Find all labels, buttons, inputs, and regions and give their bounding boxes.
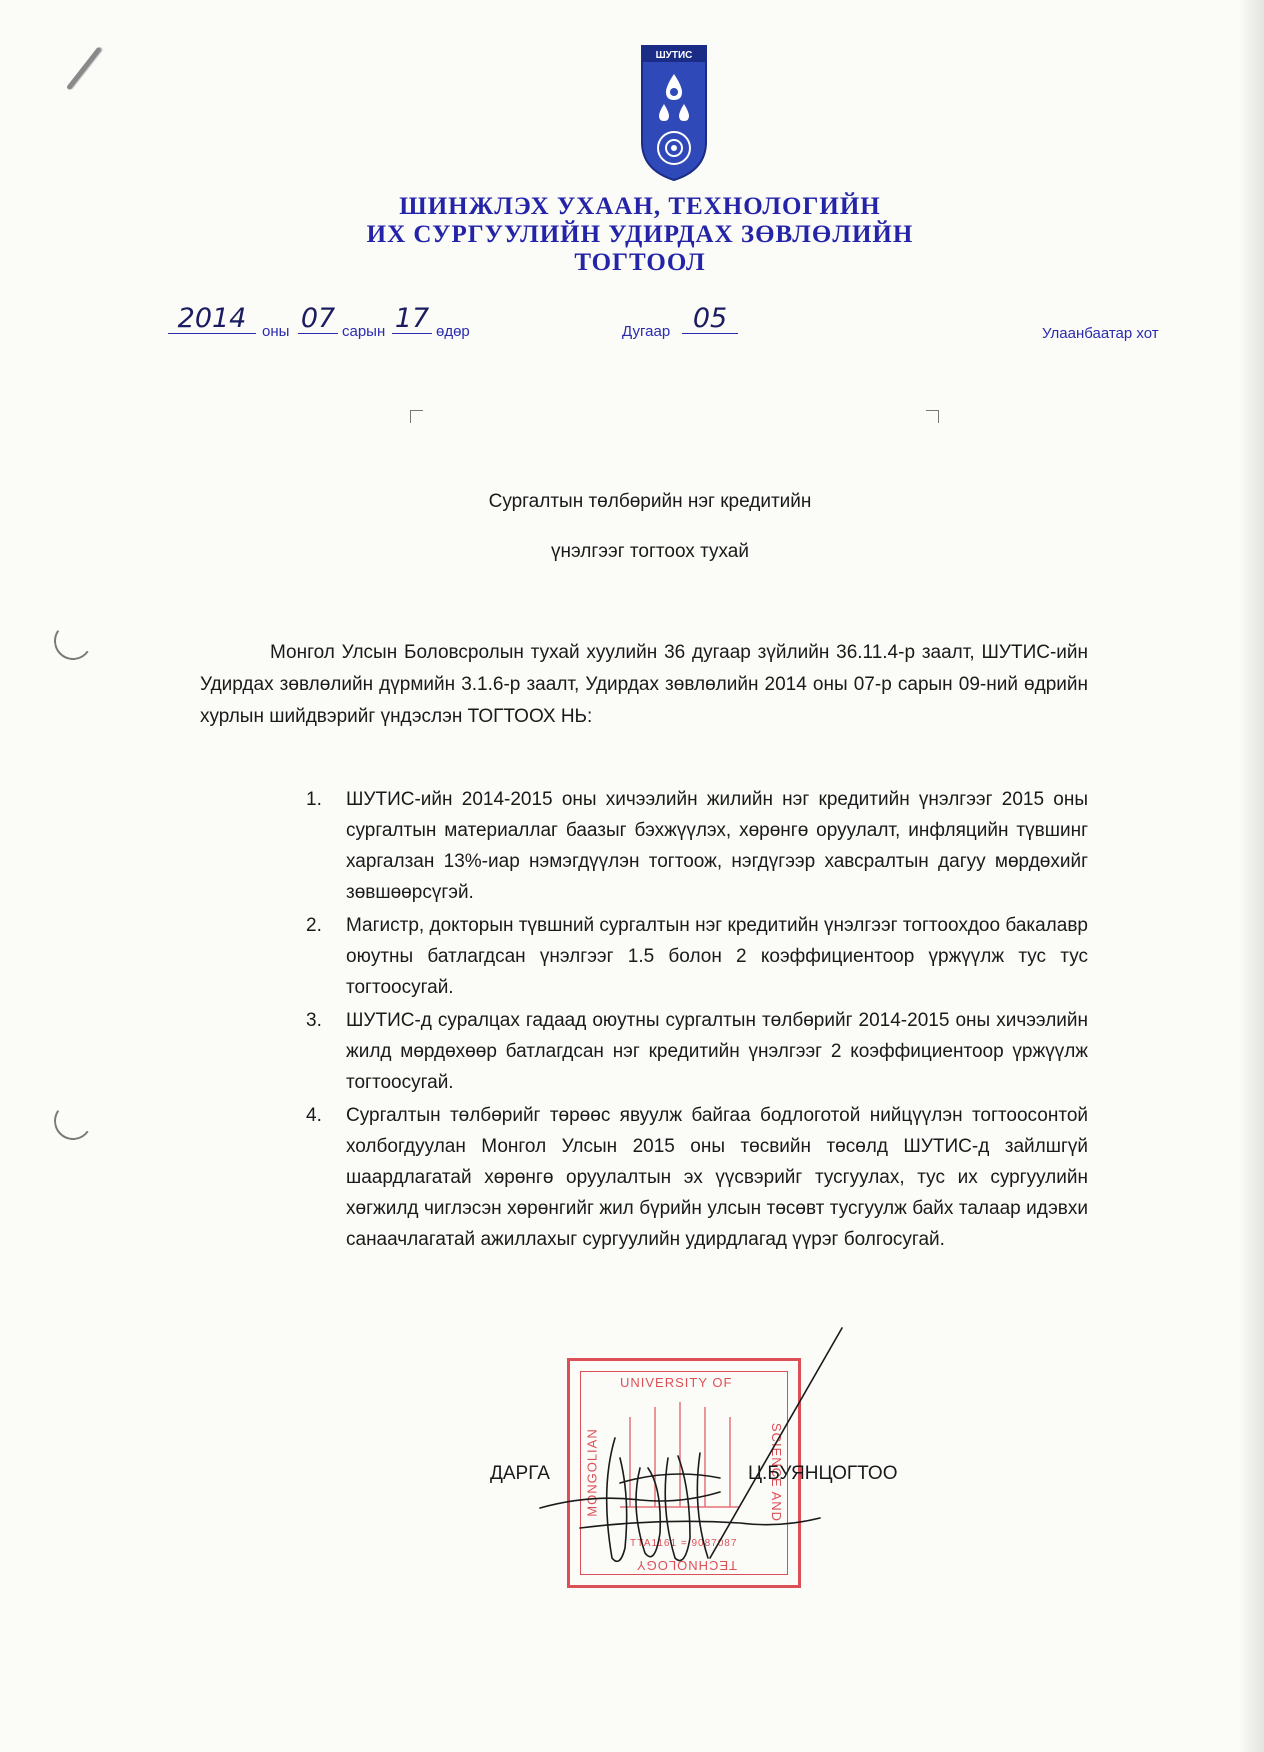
list-item bbox=[300, 784, 1088, 908]
item-number: 4. bbox=[306, 1105, 322, 1126]
item-number: 3. bbox=[306, 1010, 322, 1031]
institution-title bbox=[300, 193, 980, 277]
year-label: оны bbox=[262, 323, 290, 340]
seal-text: MONGOLIAN bbox=[584, 1428, 600, 1517]
month-label: сарын bbox=[342, 323, 386, 340]
item-number: 2. bbox=[306, 915, 322, 936]
item-number: 1. bbox=[306, 789, 322, 810]
number-label: Дугаар bbox=[622, 323, 671, 340]
subject-line: Сургалтын төлбөрийн нэг кредитийн bbox=[488, 491, 812, 512]
preamble-paragraph: Монгол Улсын Боловсролын тухай хуулийн 36 дугаар зүйлийн 36.11.4-р заалт, ШУТИС-ийн Удирдах зөвлөлийн дүрмийн 3.1.6-р заалт, Удирдах зөвлөлийн 2014 оны 07-р сарын 09-ний өдрийн хурлын шийдвэрийг үндэслэн ТОГТООХ НЬ: bbox=[200, 642, 1088, 727]
day-label: өдөр bbox=[436, 323, 470, 340]
signatory-title: ДАРГА bbox=[490, 1463, 550, 1484]
punch-hole-mark bbox=[51, 619, 95, 663]
list-item bbox=[300, 910, 1088, 1003]
item-text: ШУТИС-ийн 2014-2015 оны хичээлийн жилийн нэг кредитийн үнэлгээг 2015 оны сургалтын материаллаг баазыг бэхжүүлэх, хөрөнгө оруулалт, инфляцийн түвшинг харгалзан 13%-иар нэмэгдүүлэн тогтоож, нэгдүгээр хавсралтын дагуу мөрдөхийг зөвшөөрсүгэй. bbox=[346, 789, 1088, 903]
corner-mark bbox=[926, 410, 939, 423]
logo-label: ШУТИС bbox=[655, 50, 693, 61]
university-logo bbox=[638, 44, 710, 182]
corner-mark bbox=[410, 410, 423, 423]
item-text: ШУТИС-д суралцах гадаад оюутны сургалтын төлбөрийг 2014-2015 оны хичээлийн жилд мөрдөхөөр батлагдсан нэг кредитийн үнэлгээг 2 коэффициентоор үржүүлж тогтоосугай. bbox=[346, 1010, 1088, 1093]
institution-line: ШИНЖЛЭХ УХААН, ТЕХНОЛОГИЙН bbox=[399, 193, 881, 220]
date-month: 07 bbox=[298, 307, 338, 334]
seal-text: UNIVERSITY OF bbox=[620, 1375, 733, 1390]
city-label: Улаанбаатар хот bbox=[1042, 325, 1159, 342]
institution-line: ИХ СУРГУУЛИЙН УДИРДАХ ЗӨВЛӨЛИЙН bbox=[366, 221, 914, 248]
item-text: Сургалтын төлбөрийг төрөөс явуулж байгаа бодлоготой нийцүүлэн тогтоосонтой холбогдуулан Монгол Улсын 2015 оны төсвийн төсөлд ШУТИС-д зайлшгүй шаардлагатай хөрөнгө оруулалтын эх үүсвэрийг тусгуулах, тус их сургуулийн хөгжилд чиглэсэн хөрөнгийг жил бүрийн улсын төсөвт тусгуулж байх талаар идэвхи санаачлагатай ажиллахыг сургуулийн удирдлагад үүрэг болгосугай. bbox=[346, 1105, 1088, 1250]
handwritten-signature bbox=[520, 1318, 850, 1588]
date-day: 17 bbox=[392, 307, 432, 334]
signatory-name: Ц.БУЯНЦОГТОО bbox=[748, 1463, 898, 1484]
seal-text: TECHNOLOGY bbox=[636, 1558, 738, 1573]
resolution-items bbox=[300, 784, 1088, 1257]
date-year: 2014 bbox=[168, 307, 256, 334]
staple-mark bbox=[66, 46, 102, 90]
scan-edge-shadow bbox=[1238, 0, 1264, 1752]
document-type: ТОГТООЛ bbox=[574, 249, 706, 276]
item-text: Магистр, докторын түвшний сургалтын нэг кредитийн үнэлгээг тогтоохдоо бакалавр оюутны батлагдсан үнэлгээг 1.5 болон 2 коэффициентоор үржүүлж тус тус тогтоосугай. bbox=[346, 915, 1088, 998]
seal-code: ТТА1161 = 9087087 bbox=[630, 1538, 738, 1549]
number-value: 05 bbox=[682, 307, 738, 334]
punch-hole-mark bbox=[51, 1099, 95, 1143]
subject-line: үнэлгээг тогтоох тухай bbox=[551, 541, 749, 562]
list-item bbox=[300, 1005, 1088, 1098]
list-item bbox=[300, 1100, 1088, 1255]
seal-text: SCIENCE AND bbox=[768, 1422, 784, 1523]
